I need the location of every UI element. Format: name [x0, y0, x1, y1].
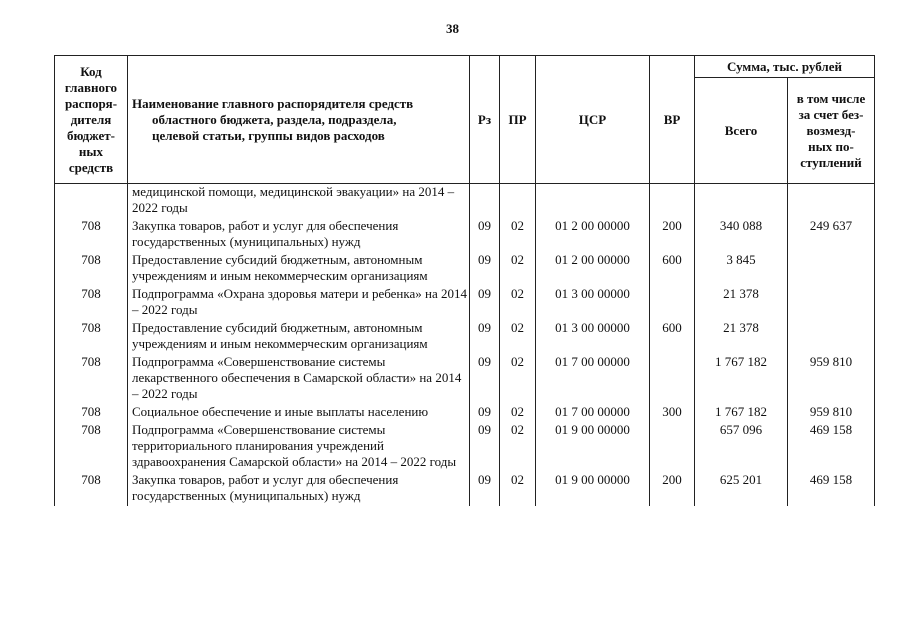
header-code-line: распоря- — [64, 95, 118, 111]
cell-code: 708 — [55, 472, 128, 506]
cell-rz: 09 — [470, 472, 500, 506]
table-header — [55, 56, 875, 184]
table-row — [55, 218, 875, 252]
header-code-line: средств — [68, 159, 114, 175]
cell-rz — [470, 184, 500, 219]
header-incl-line: за счет без- — [798, 106, 864, 122]
cell-csr: 01 7 00 00000 — [536, 404, 650, 422]
cell-rz: 09 — [470, 320, 500, 354]
table-row — [55, 422, 875, 472]
header-total: Всего — [695, 78, 788, 184]
cell-pr: 02 — [500, 218, 536, 252]
cell-vr: 300 — [650, 404, 695, 422]
cell-rz: 09 — [470, 286, 500, 320]
cell-csr: 01 3 00 00000 — [536, 320, 650, 354]
cell-name: Подпрограмма «Охрана здоровья матери и ребенка» на 2014 – 2022 годы — [128, 286, 470, 320]
cell-incl: 959 810 — [788, 404, 875, 422]
cell-name: Закупка товаров, работ и услуг для обеспечения государственных (муниципальных) нужд — [128, 472, 470, 506]
cell-total: 625 201 — [695, 472, 788, 506]
cell-incl: 469 158 — [788, 472, 875, 506]
cell-name: Подпрограмма «Совершенствование системы лекарственного обеспечения в Самарской области» на 2014 – 2022 годы — [128, 354, 470, 404]
table-row — [55, 404, 875, 422]
cell-pr — [500, 184, 536, 219]
cell-csr: 01 3 00 00000 — [536, 286, 650, 320]
cell-name: Подпрограмма «Совершенствование системы территориального планирования учреждений здравоохранения Самарской области» на 2014 – 2022 годы — [128, 422, 470, 472]
cell-code: 708 — [55, 404, 128, 422]
cell-pr: 02 — [500, 422, 536, 472]
cell-name: Предоставление субсидий бюджетным, автономным учреждениям и иным некоммерческим организациям — [128, 320, 470, 354]
cell-total: 21 378 — [695, 320, 788, 354]
cell-pr: 02 — [500, 286, 536, 320]
cell-incl: 959 810 — [788, 354, 875, 404]
cell-rz: 09 — [470, 422, 500, 472]
cell-pr: 02 — [500, 252, 536, 286]
cell-code — [55, 184, 128, 219]
cell-total: 340 088 — [695, 218, 788, 252]
cell-total: 657 096 — [695, 422, 788, 472]
cell-pr: 02 — [500, 354, 536, 404]
header-rz: Рз — [470, 56, 500, 184]
cell-vr — [650, 286, 695, 320]
cell-incl — [788, 252, 875, 286]
cell-vr: 600 — [650, 252, 695, 286]
header-vr: ВР — [650, 56, 695, 184]
header-code-line: дителя — [70, 111, 112, 127]
table-body — [55, 184, 875, 507]
cell-rz: 09 — [470, 218, 500, 252]
page-number: 38 — [446, 21, 459, 36]
header-incl-line: в том числе — [796, 90, 866, 106]
cell-total: 1 767 182 — [695, 404, 788, 422]
header-name — [128, 56, 470, 184]
table-row — [55, 472, 875, 506]
cell-name: медицинской помощи, медицинской эвакуации» на 2014 – 2022 годы — [128, 184, 470, 219]
cell-csr: 01 2 00 00000 — [536, 252, 650, 286]
header-name-line: целевой статьи, группы видов расходов — [152, 127, 385, 143]
cell-rz: 09 — [470, 252, 500, 286]
cell-csr: 01 9 00 00000 — [536, 422, 650, 472]
cell-code: 708 — [55, 286, 128, 320]
cell-incl: 469 158 — [788, 422, 875, 472]
cell-rz: 09 — [470, 404, 500, 422]
table-row — [55, 184, 875, 219]
cell-name: Предоставление субсидий бюджетным, автономным учреждениям и иным некоммерческим организациям — [128, 252, 470, 286]
table-row — [55, 354, 875, 404]
cell-pr: 02 — [500, 320, 536, 354]
cell-total: 1 767 182 — [695, 354, 788, 404]
cell-code: 708 — [55, 354, 128, 404]
header-code-line: Код — [80, 63, 102, 79]
cell-csr — [536, 184, 650, 219]
cell-incl — [788, 184, 875, 219]
cell-total: 21 378 — [695, 286, 788, 320]
header-code-line: бюджет- — [66, 127, 115, 143]
header-incl-line: ных по- — [808, 138, 854, 154]
cell-total — [695, 184, 788, 219]
header-incl — [788, 78, 875, 184]
cell-rz: 09 — [470, 354, 500, 404]
cell-pr: 02 — [500, 404, 536, 422]
cell-incl — [788, 286, 875, 320]
table-row — [55, 286, 875, 320]
table-row — [55, 252, 875, 286]
header-code-line: главного — [64, 79, 118, 95]
cell-code: 708 — [55, 218, 128, 252]
header-code — [55, 56, 128, 184]
cell-csr: 01 2 00 00000 — [536, 218, 650, 252]
header-sum-title: Сумма, тыс. рублей — [695, 56, 875, 78]
cell-name: Закупка товаров, работ и услуг для обеспечения государственных (муниципальных) нужд — [128, 218, 470, 252]
cell-vr: 200 — [650, 218, 695, 252]
cell-name: Социальное обеспечение и иные выплаты населению — [128, 404, 470, 422]
cell-vr — [650, 422, 695, 472]
cell-vr: 600 — [650, 320, 695, 354]
cell-csr: 01 9 00 00000 — [536, 472, 650, 506]
table-row — [55, 320, 875, 354]
header-name-line: областного бюджета, раздела, подраздела, — [152, 111, 397, 127]
cell-incl: 249 637 — [788, 218, 875, 252]
cell-vr — [650, 184, 695, 219]
header-csr: ЦСР — [536, 56, 650, 184]
cell-csr: 01 7 00 00000 — [536, 354, 650, 404]
cell-pr: 02 — [500, 472, 536, 506]
header-pr: ПР — [500, 56, 536, 184]
cell-vr: 200 — [650, 472, 695, 506]
cell-total: 3 845 — [695, 252, 788, 286]
header-incl-line: возмезд- — [806, 122, 856, 138]
header-incl-line: ступлений — [800, 154, 862, 170]
header-code-line: ных — [78, 143, 104, 159]
cell-code: 708 — [55, 320, 128, 354]
cell-code: 708 — [55, 422, 128, 472]
budget-table — [54, 55, 875, 506]
cell-vr — [650, 354, 695, 404]
cell-incl — [788, 320, 875, 354]
header-name-line: Наименование главного распорядителя средств — [132, 95, 414, 111]
cell-code: 708 — [55, 252, 128, 286]
